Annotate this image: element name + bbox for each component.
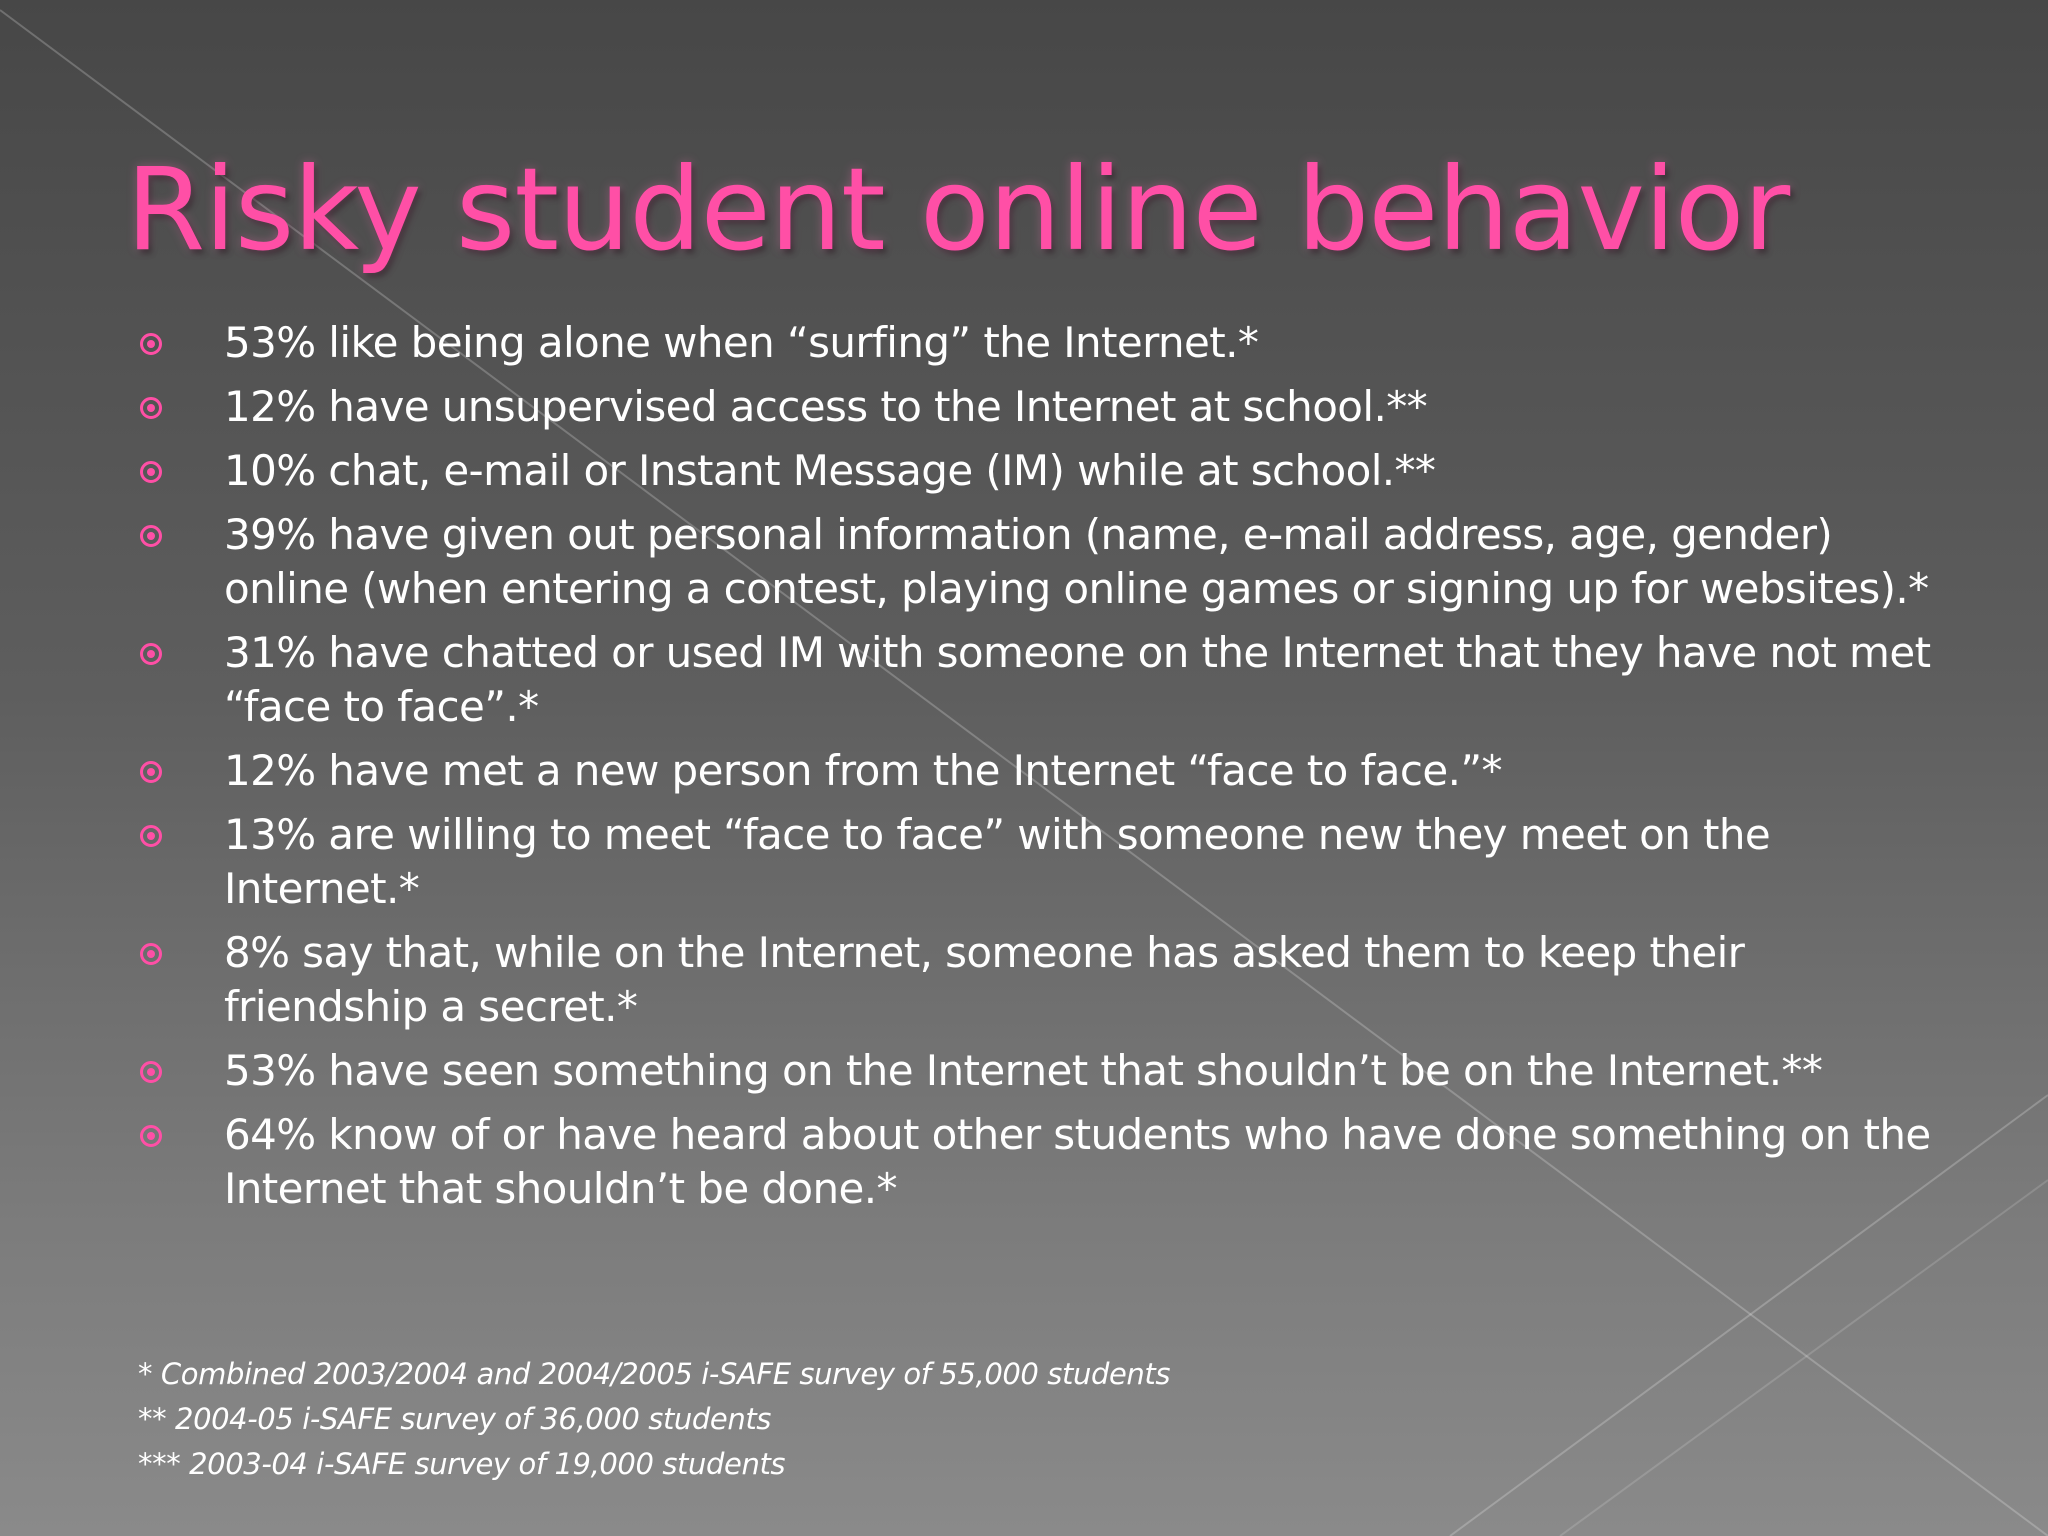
bullet-text: 64% know of or have heard about other students who have done something on the Internet that shouldn’t be done.* — [224, 1110, 1931, 1213]
bullseye-bullet-icon — [140, 461, 162, 483]
bullet-text: 53% like being alone when “surfing” the Internet.* — [224, 318, 1259, 367]
bullet-item — [140, 1044, 1940, 1098]
bullet-item — [140, 1108, 1940, 1216]
bullseye-bullet-icon — [140, 1125, 162, 1147]
footnote: ** 2004-05 i-SAFE survey of 36,000 students — [138, 1402, 772, 1436]
bullet-item — [140, 744, 1940, 798]
bullet-text: 8% say that, while on the Internet, someone has asked them to keep their friendship a secret.* — [224, 928, 1745, 1031]
bullet-item — [140, 626, 1940, 734]
bullseye-bullet-icon — [140, 643, 162, 665]
bullet-text: 10% chat, e-mail or Instant Message (IM) while at school.** — [224, 446, 1436, 495]
footnote: *** 2003-04 i-SAFE survey of 19,000 students — [138, 1447, 786, 1481]
slide-title: Risky student online behavior — [126, 143, 1790, 276]
bullet-item — [140, 380, 1940, 434]
bullet-list — [140, 316, 1940, 1226]
footnotes — [138, 1352, 1838, 1487]
bullseye-bullet-icon — [140, 333, 162, 355]
bullet-item — [140, 316, 1940, 370]
bullseye-bullet-icon — [140, 943, 162, 965]
bullseye-bullet-icon — [140, 1061, 162, 1083]
bullet-item — [140, 808, 1940, 916]
bullet-text: 39% have given out personal information (name, e-mail address, age, gender) online (when entering a contest, playing online games or signing up for websites).* — [224, 510, 1929, 613]
bullseye-bullet-icon — [140, 525, 162, 547]
bullseye-bullet-icon — [140, 761, 162, 783]
footnote: * Combined 2003/2004 and 2004/2005 i-SAFE survey of 55,000 students — [138, 1357, 1171, 1391]
bullet-text: 31% have chatted or used IM with someone on the Internet that they have not met “face to face”.* — [224, 628, 1931, 731]
bullet-item — [140, 508, 1940, 616]
bullseye-bullet-icon — [140, 825, 162, 847]
bullet-text: 12% have met a new person from the Internet “face to face.”* — [224, 746, 1502, 795]
bullseye-bullet-icon — [140, 397, 162, 419]
bullet-text: 53% have seen something on the Internet that shouldn’t be on the Internet.** — [224, 1046, 1823, 1095]
bullet-item — [140, 444, 1940, 498]
bullet-text: 12% have unsupervised access to the Internet at school.** — [224, 382, 1428, 431]
bullet-item — [140, 926, 1940, 1034]
bullet-text: 13% are willing to meet “face to face” with someone new they meet on the Internet.* — [224, 810, 1771, 913]
